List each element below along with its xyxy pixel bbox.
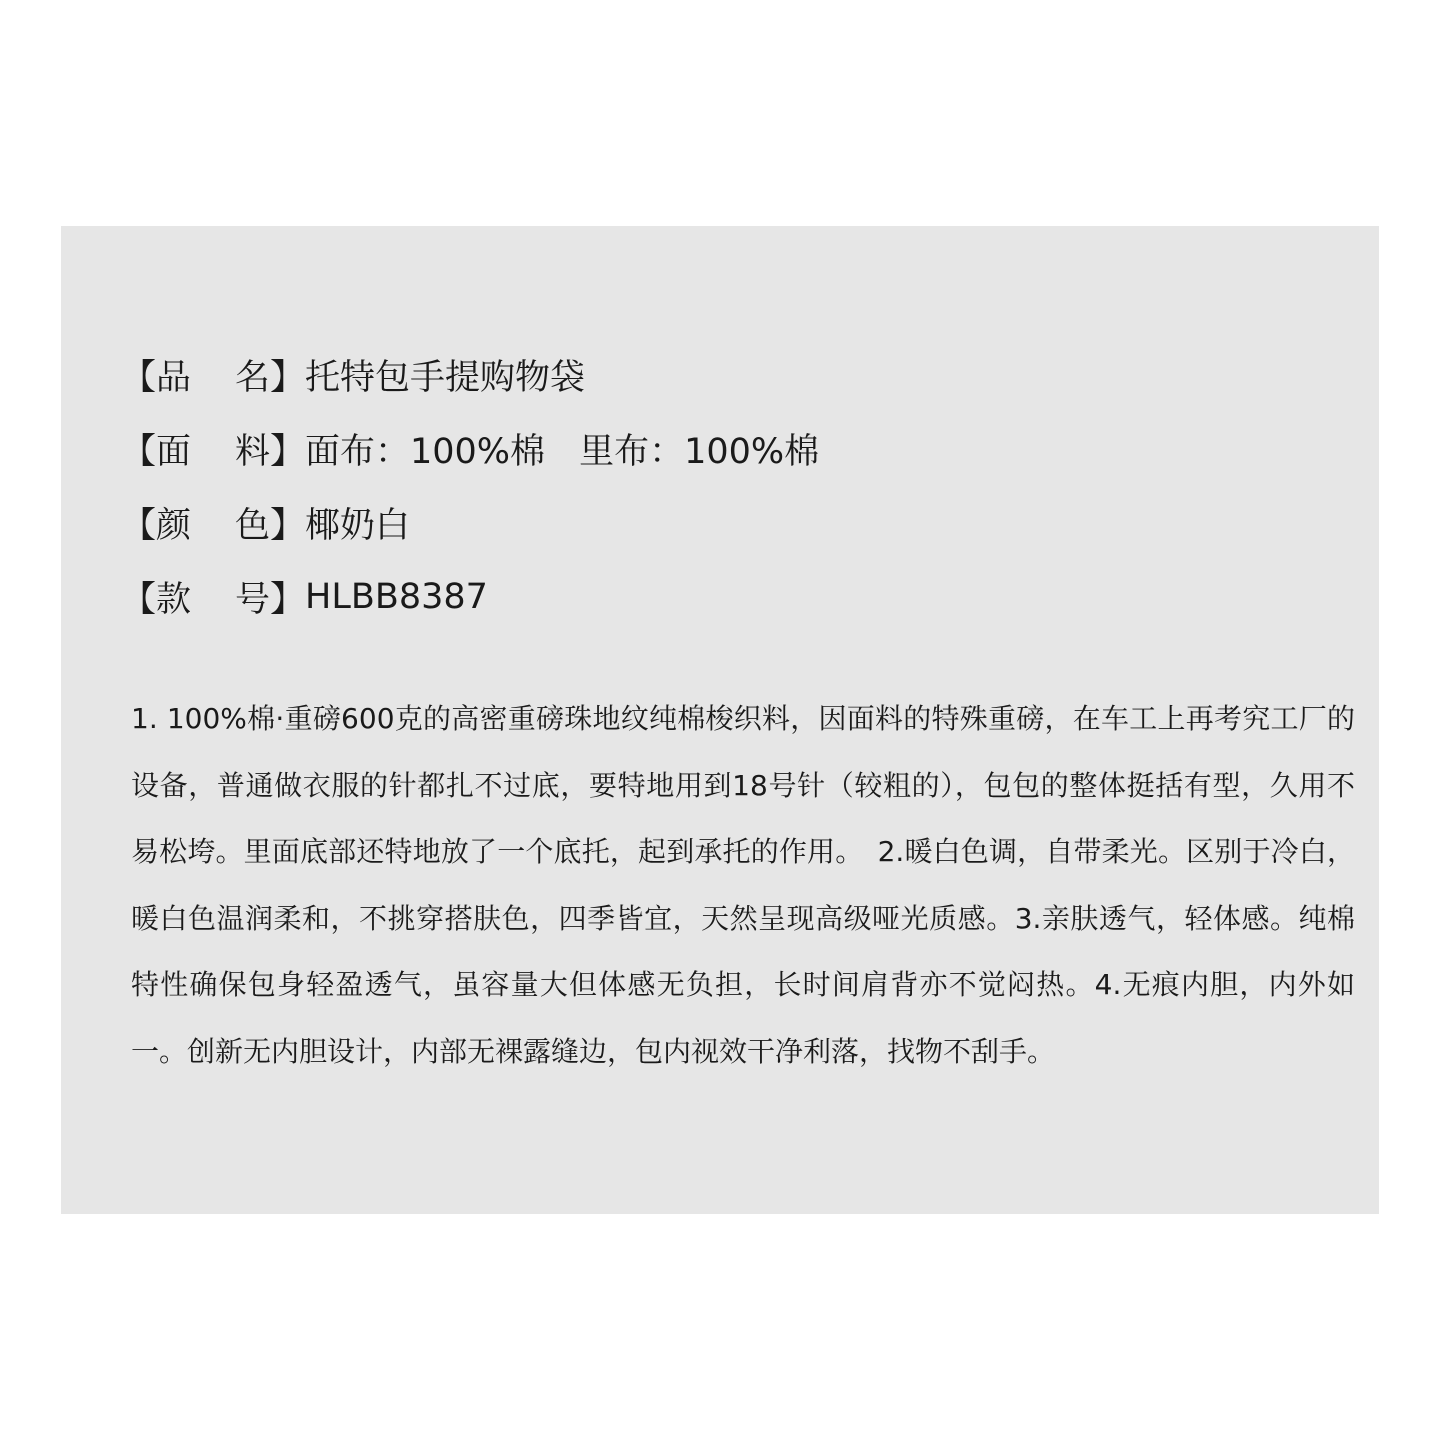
product-description: 1. 100%棉·重磅600克的高密重磅珠地纹纯棉梭织料，因面料的特殊重磅，在车工上再考究工厂的设备，普通做衣服的针都扎不过底，要特地用到18号针（较粗的），包包的整体挺括有型，久用不易松垮。里面底部还特地放了一个底托，起到承托的作用。 2.暖白色调，自带柔光。区别于冷白，暖白色温润柔和，不挑穿搭肤色，四季皆宜，天然呈现高级哑光质感。3.亲肤透气，轻体感。纯棉特性确保包身轻盈透气，虽容量大但体感无负担，长时间肩背亦不觉闷热。4.无痕内胆，内外如一。创新无内胆设计，内部无裸露缝边，包内视效干净利落，找物不刮手。 [131, 702, 1355, 1068]
spec-value: 椰奶白 [305, 506, 411, 546]
spec-label [121, 424, 305, 474]
bracket-open: 【 [121, 358, 157, 398]
spec-row-style-number [121, 560, 1321, 634]
spec-label-char: 色 [234, 506, 270, 546]
bracket-open: 【 [121, 506, 157, 546]
spec-label-char: 款 [156, 580, 192, 620]
bracket-open: 【 [121, 580, 157, 620]
spec-label-char: 号 [234, 580, 270, 620]
spec-value-outer-fabric: 面布：100%棉 [305, 432, 546, 472]
product-info-panel [61, 226, 1379, 1214]
spec-label [121, 350, 305, 400]
bracket-close: 】 [269, 580, 305, 620]
spec-label-char: 品 [156, 358, 192, 398]
bracket-open: 【 [121, 432, 157, 472]
bracket-close: 】 [269, 506, 305, 546]
spec-list [121, 338, 1321, 634]
bracket-close: 】 [269, 432, 305, 472]
bracket-close: 】 [269, 358, 305, 398]
spec-label [121, 498, 305, 548]
spec-value-lining: 里布：100%棉 [579, 432, 820, 472]
spec-label-char: 料 [234, 432, 270, 472]
spec-row-color [121, 486, 1321, 560]
spec-label [121, 572, 305, 622]
spec-label-char: 颜 [156, 506, 192, 546]
spec-value: 托特包手提购物袋 [305, 358, 586, 398]
spec-label-char: 名 [234, 358, 270, 398]
spec-label-char: 面 [156, 432, 192, 472]
spec-row-name [121, 338, 1321, 412]
spec-value: HLBB8387 [305, 577, 488, 617]
spec-row-material [121, 412, 1321, 486]
